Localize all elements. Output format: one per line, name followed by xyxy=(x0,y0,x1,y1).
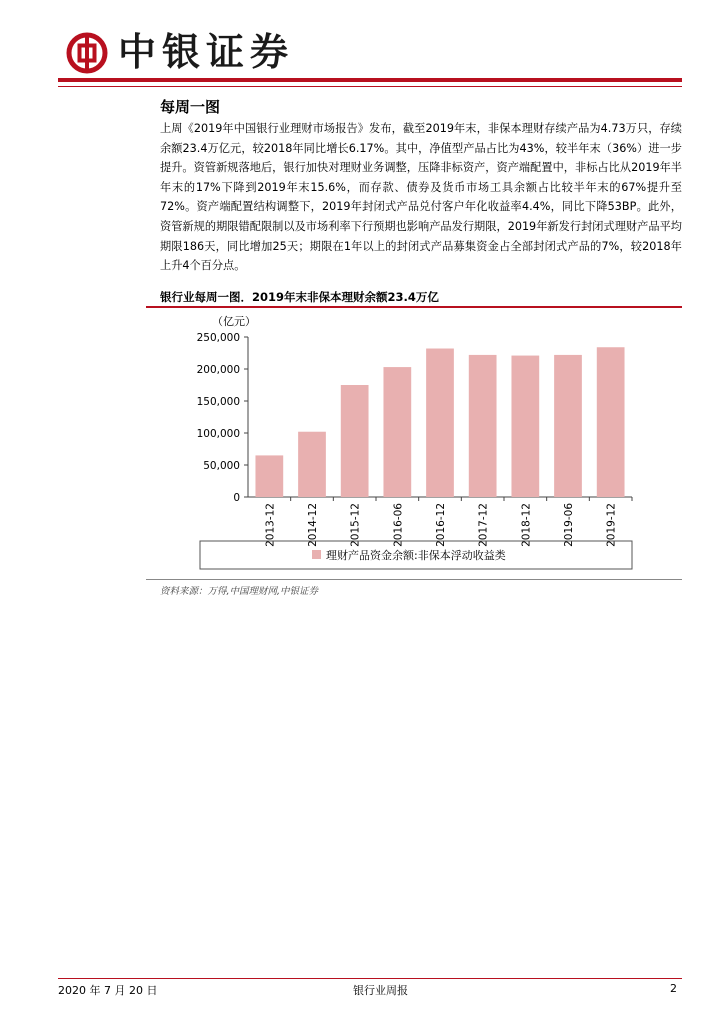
legend-label: 理财产品资金余额:非保本浮动收益类 xyxy=(326,549,506,562)
bar xyxy=(255,455,283,497)
section-paragraph: 上周《2019年中国银行业理财市场报告》发布，截至2019年末，非保本理财存续产品为4.73万只，存续余额23.4万亿元，较2018年同比增长6.17%。其中，净值型产品占比为43%，较半年末（36%）进一步提升。资管新规落地后，银行加快对理财业务调整，压降非标资产，资产端配置中，非标占比从2019年半年末的17%下降到2019年末15.6%，而存款、债券及货币市场工具余额占比较半年末的67%提升至72%。资产端配置结构调整下，2019年封闭式产品兑付客户年化收益率4.4%，同比下降53BP。此外，资管新规的期限错配限制以及市场利率下行预期也影响产品发行期限，2019年新发行封闭式理财产品平均期限186天，同比增加25天；期限在1年以上的封闭式产品募集资金占全部封闭式产品的7%，较2018年上升4个百分点。 xyxy=(160,122,682,273)
source-note: 资料来源：万得,中国理财网,中银证券 xyxy=(160,586,319,597)
page-number: 2 xyxy=(670,982,677,995)
x-tick-label: 2019-06 xyxy=(563,503,575,547)
bar xyxy=(469,355,497,497)
bank-logo-icon xyxy=(66,32,108,74)
header-rule-thin xyxy=(58,86,682,87)
y-tick-label: 150,000 xyxy=(196,396,240,408)
y-axis-unit-label: （亿元） xyxy=(212,315,256,328)
x-tick-label: 2014-12 xyxy=(307,503,319,547)
bar xyxy=(341,385,369,497)
y-tick-label: 200,000 xyxy=(196,364,240,376)
bar xyxy=(298,432,326,497)
x-tick-label: 2016-06 xyxy=(392,503,405,547)
legend-swatch xyxy=(312,550,321,559)
chart-title: 银行业每周一图．2019年末非保本理财余额23.4万亿 xyxy=(160,290,439,304)
x-tick-label: 2019-12 xyxy=(605,503,618,547)
section-title: 每周一图 xyxy=(160,98,221,116)
x-tick-label: 2016-12 xyxy=(435,503,447,547)
x-tick-label: 2018-12 xyxy=(520,503,533,547)
bar xyxy=(554,355,582,497)
bar xyxy=(383,367,411,497)
x-tick-label: 2013-12 xyxy=(264,503,277,547)
brand-name: 中银证券 xyxy=(118,29,295,74)
y-tick-label: 250,000 xyxy=(196,332,240,344)
bar xyxy=(511,356,539,497)
footer-date: 2020 年 7 月 20 日 xyxy=(58,984,158,997)
chart-title-rule xyxy=(146,306,682,308)
bar-chart xyxy=(160,310,650,576)
footer-rule xyxy=(58,978,682,979)
y-tick-label: 50,000 xyxy=(203,460,240,472)
bar xyxy=(597,347,625,497)
source-rule xyxy=(146,579,682,580)
y-tick-label: 100,000 xyxy=(196,428,240,440)
footer-title: 银行业周报 xyxy=(353,984,408,997)
header-rule xyxy=(58,78,682,82)
y-tick-label: 0 xyxy=(233,492,240,504)
x-tick-label: 2015-12 xyxy=(349,503,362,547)
x-tick-label: 2017-12 xyxy=(477,503,490,547)
bar xyxy=(426,349,454,497)
